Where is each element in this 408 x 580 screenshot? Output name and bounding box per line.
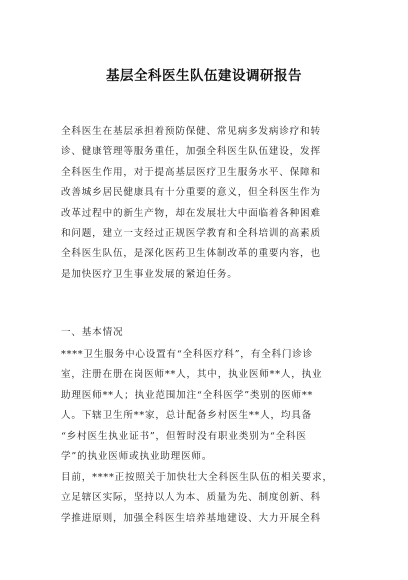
paragraph-line: 人。下辖卫生所**家，总计配备乡村医生**人，均具备 <box>61 410 313 422</box>
paragraph-line: 目前，****正按照关于加快壮大全科医生队伍的相关要求， <box>61 472 333 483</box>
paragraph-line: 全科医生在基层承担着预防保健、常见病多发病诊疗和转 <box>61 126 321 137</box>
paragraph-line: 全科医生作用，对于提高基层医疗卫生服务水平、保障和 <box>61 166 321 178</box>
current-progress-paragraph <box>61 468 351 529</box>
paragraph-line: “乡村医生执业证书”，但暂时没有职业类别为“全科医 <box>61 430 307 442</box>
paragraph-line: 助理医师**人；执业范围加注“全科医学”类别的医师** <box>61 389 314 401</box>
section-heading <box>61 323 351 343</box>
paragraph-line: 全科医生队伍，是深化医药卫生体制改革的重要内容，也 <box>61 248 321 260</box>
paragraph-line: 改善城乡居民健康具有十分重要的意义，但全科医生作为 <box>61 187 321 199</box>
document-title: 基层全科医生队伍建设调研报告 <box>106 68 302 84</box>
section-heading-text: 一、基本情况 <box>61 327 124 338</box>
paragraph-line: 学推进原则，加强全科医生培养基地建设、大力开展全科 <box>61 512 321 524</box>
paragraph-line: 室，注册在册在岗医师**人，其中，执业医师**人，执业 <box>61 369 323 381</box>
paragraph-line: 诊、健康管理等服务重任，加强全科医生队伍建设，发挥 <box>61 146 321 158</box>
intro-paragraph <box>61 122 351 285</box>
basic-info-paragraph <box>61 345 351 467</box>
paragraph-line: 学”的执业医师或执业助理医师。 <box>61 451 213 463</box>
paragraph-line: ****卫生服务中心设置有“全科医疗科”，有全科门诊诊 <box>61 349 314 360</box>
paragraph-line: 是加快医疗卫生事业发展的紧迫任务。 <box>61 268 238 280</box>
paragraph-line: 和问题，建立一支经过正规医学教育和全科培训的高素质 <box>61 228 321 240</box>
paragraph-line: 改革过程中的新生产物，却在发展壮大中面临着各种困难 <box>61 207 321 219</box>
paragraph-line: 立足辖区实际，坚持以人为本、质量为先、制度创新、科 <box>61 492 321 504</box>
